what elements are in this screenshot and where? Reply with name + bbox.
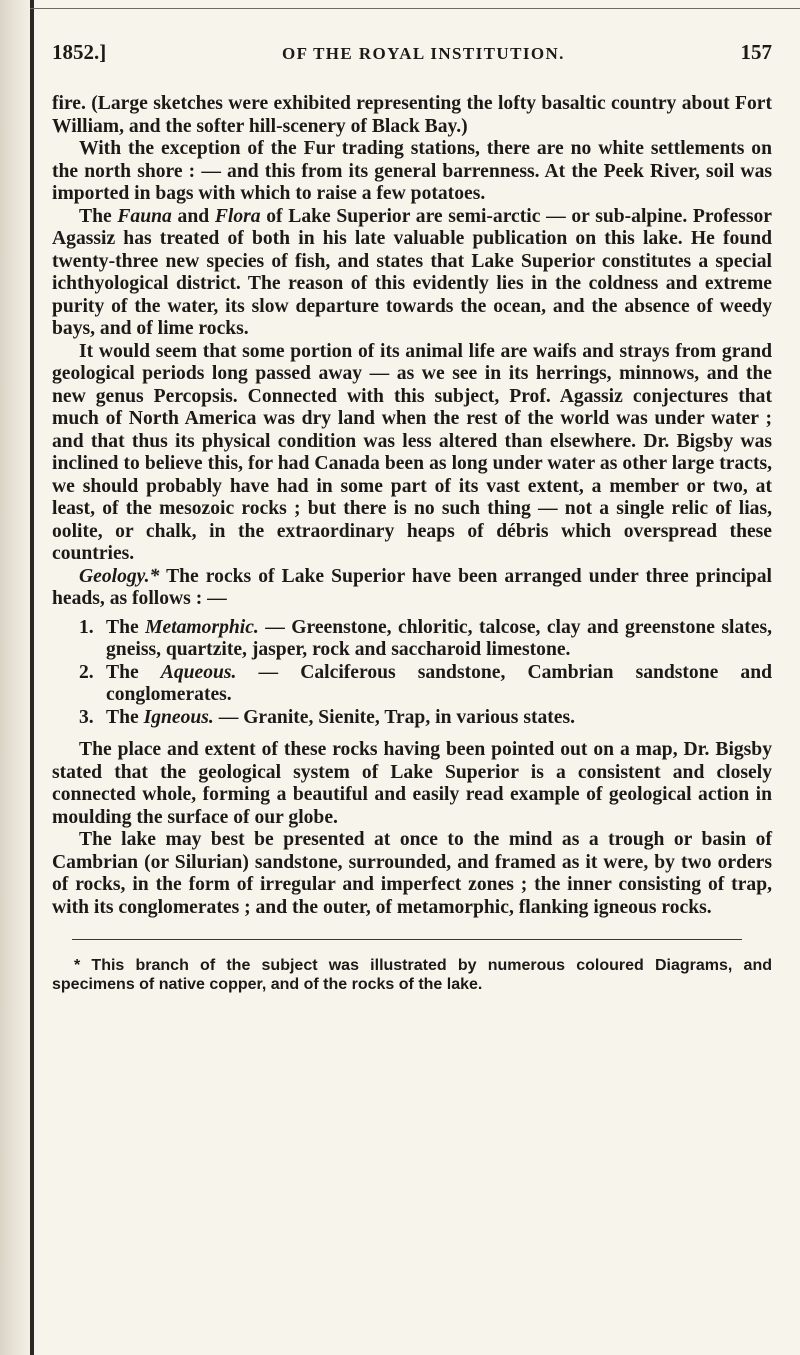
- paragraph-3-conjunction: and: [171, 205, 215, 227]
- list-item-content: [106, 707, 772, 730]
- rock-category-name: Aqueous.: [160, 661, 237, 683]
- footnote: * This branch of the subject was illustrated by numerous coloured Diagrams, and specimens of native copper, and of the rocks of the lake.: [52, 957, 772, 993]
- paragraph-3-lead: The: [79, 205, 118, 227]
- rock-category-name: Igneous.: [143, 706, 214, 728]
- paragraph-7: The lake may best be presented at once to the mind as a trough or basin of Cambrian (or Silurian) sandstone, surrounded, and framed as it were, by two orders of rocks, in the form of irregular and imperfect zones ; the inner consisting of trap, with its conglomerates ; and the outer, of metamorphic, flanking igneous rocks.: [52, 829, 772, 918]
- list-item-content: [106, 662, 772, 707]
- book-page: [52, 40, 772, 1010]
- rock-category-name: Metamorphic.: [145, 616, 259, 638]
- list-item-prefix: The: [106, 616, 146, 638]
- footnote-rule: [72, 939, 742, 940]
- list-item: [79, 662, 772, 707]
- list-item-number: 2.: [79, 661, 94, 683]
- fauna-term: Fauna: [117, 205, 172, 227]
- running-title: OF THE ROYAL INSTITUTION.: [281, 44, 565, 63]
- paragraph-2: With the exception of the Fur trading stations, there are no white settlements on the north shore : — and this from its general barrenness. At the Peek River, soil was imported in bags with which to raise a few potatoes.: [52, 138, 772, 204]
- list-item: [79, 707, 772, 730]
- header-year: 1852.]: [52, 40, 107, 64]
- list-item-number: 3.: [79, 706, 94, 728]
- paragraph-6: The place and extent of these rocks having been pointed out on a map, Dr. Bigsby stated that the geological system of Lake Superior is a consistent and closely connected whole, forming a beautiful and easily read example of geological action in moulding the surface of our globe.: [52, 739, 772, 828]
- list-item-description: — Calciferous sandstone, Cambrian sandstone and conglomerates.: [106, 661, 773, 705]
- list-item-prefix: The: [106, 706, 144, 728]
- binding-edge: [30, 0, 34, 1355]
- page-number: 157: [740, 40, 772, 64]
- paragraph-1: fire. (Large sketches were exhibited representing the lofty basaltic country about Fort William, and the softer hill-scenery of Black Bay.): [52, 93, 772, 137]
- top-rule: [30, 8, 800, 9]
- running-header: [52, 40, 772, 65]
- list-item-description: — Greenstone, chloritic, talcose, clay and greenstone slates, gneiss, quartzite, jasper, rock and saccharoid limestone.: [106, 616, 772, 660]
- paragraph-5-body: The rocks of Lake Superior have been arranged under three principal heads, as follows : —: [52, 565, 772, 609]
- list-item-number: 1.: [79, 616, 94, 638]
- list-item-prefix: The: [106, 661, 161, 683]
- rock-classification-list: [52, 617, 772, 730]
- body-text: [52, 93, 772, 919]
- binding-gutter: [0, 0, 30, 1355]
- paragraph-5: [52, 566, 772, 611]
- geology-heading: Geology.*: [79, 565, 160, 587]
- list-item-content: [106, 617, 772, 662]
- paragraph-4: It would seem that some portion of its animal life are waifs and strays from grand geological periods long passed away — as we see in its herrings, minnows, and the new genus Percopsis. Connected with this subject, Prof. Agassiz conjectures that much of North America was dry land when the rest of the world was under water ; and that thus its physical condition was less altered than elsewhere. Dr. Bigsby was inclined to believe this, for had Canada been as long under water as other large tracts, we should probably have had in some part of its vast extent, a member or two, at least, of the mesozoic rocks ; but there is no such thing — not a single relic of lias, oolite, or chalk, in the extraordinary heaps of débris which overspread these countries.: [52, 340, 772, 564]
- list-item-description: — Granite, Sienite, Trap, in various states.: [213, 706, 576, 728]
- paragraph-3-body: of Lake Superior are semi-arctic — or sub-alpine. Professor Agassiz has treated of both in his late valuable publication on this lake. He found twenty-three new species of fish, and states that Lake Superior constitutes a special ichthyological district. The reason of this evidently lies in the coldness and extreme purity of the water, its slow departure towards the ocean, and the absence of weedy bays, and of lime rocks.: [52, 205, 773, 339]
- list-item: [79, 617, 772, 662]
- flora-term: Flora: [214, 205, 261, 227]
- paragraph-3: [52, 206, 772, 341]
